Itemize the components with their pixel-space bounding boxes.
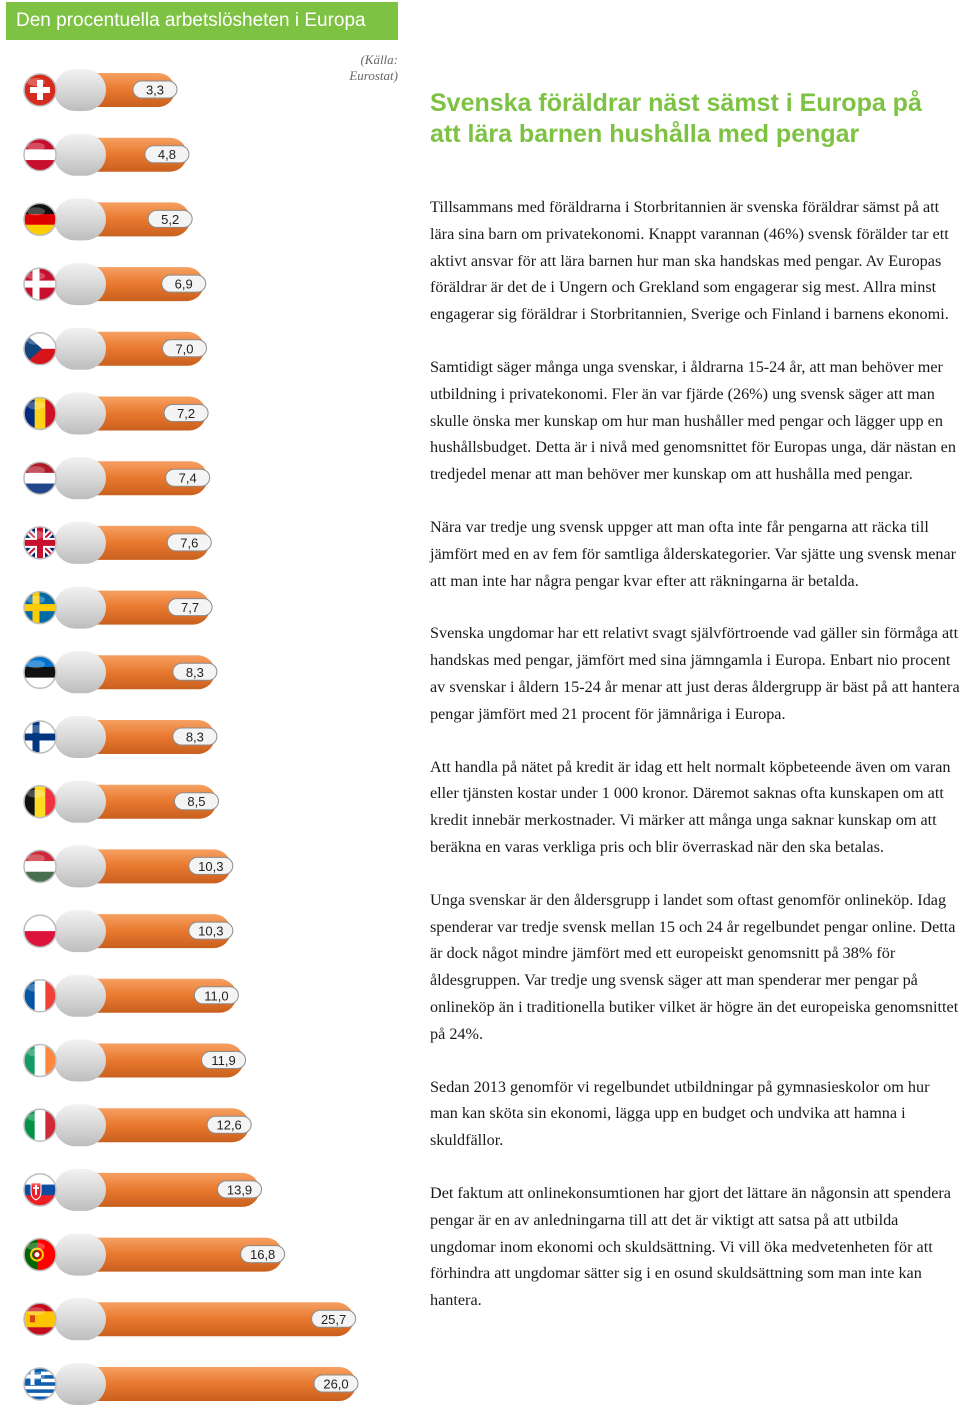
article-headline: Svenska föräldrar näst sämst i Europa på att lära barnen hushålla med pengar (430, 89, 922, 148)
data-label: 7,6 (180, 535, 199, 551)
data-label: 6,9 (174, 276, 193, 292)
bar-row-belgium-flag (24, 781, 218, 823)
greece-flag-icon (24, 1368, 56, 1400)
bar-cap (54, 975, 106, 1017)
bar-row-united-kingdom-flag (24, 522, 211, 564)
data-label: 8,3 (185, 729, 204, 745)
data-label: 16,8 (249, 1247, 276, 1263)
poland-flag-icon (24, 915, 56, 947)
bar-cap (54, 1298, 106, 1340)
source-note: (Källa: Eurostat) (349, 52, 398, 83)
data-label: 7,0 (175, 341, 194, 357)
slovakia-flag-icon (24, 1174, 56, 1206)
data-label: 4,8 (157, 147, 176, 163)
estonia-flag-icon (24, 656, 56, 688)
belgium-flag-icon (24, 786, 56, 818)
article-paragraph: Svenska ungdomar har ett relativt svagt självförtroende vad gäller sin förmåga att handskas med pengar, jämfört med sina jämngamla i Europa. Enbart nio procent av svenskar i åldern 15-24 år menar att just deras åldergrupp är bäst på att hantera pengar jämfört med 21 procent för jämnåriga i Europa. (430, 624, 960, 723)
bar-row-slovakia-flag (24, 1169, 262, 1211)
bar-row-france-flag (24, 975, 238, 1017)
bar-row-spain-flag (24, 1298, 356, 1340)
bar-row-switzerland-flag (24, 69, 177, 111)
bar-cap (54, 263, 106, 305)
bar-row-hungary-flag (24, 845, 233, 887)
data-label: 25,7 (320, 1311, 347, 1327)
bar-cap (54, 393, 106, 435)
bar-row-italy-flag (24, 1104, 251, 1146)
united-kingdom-flag-icon (24, 527, 56, 559)
ireland-flag-icon (24, 1045, 56, 1077)
article-paragraph: Sedan 2013 genomför vi regelbundet utbildningar på gymnasieskolor om hur man kan sköta sin ekonomi, lägga upp en budget och undvika att hamna i skuldfällor. (430, 1077, 930, 1150)
bar-cap (54, 910, 106, 952)
bar-cap (54, 651, 106, 693)
sweden-flag-icon (24, 592, 56, 624)
bar-row-denmark-flag (24, 263, 206, 305)
hungary-flag-icon (24, 850, 56, 882)
bar-cap (54, 198, 106, 240)
bar-cap (54, 1363, 106, 1405)
article-paragraph: Tillsammans med föräldrarna i Storbritannien är svenska föräldrar sämst på att lära sina barn om privatekonomi. Knappt varannan (46%) svensk förälder tar ett aktivt ansvar för att lära barnen hur man ska handskas med pengar. Av Europas föräldrar är det de i Ungern och Grekland som engagerar sig mest. Allra minst engagerar sig föräldrar i Storbritannien, Sverige och Finland i barnens ekonomi. (430, 198, 949, 324)
denmark-flag-icon (24, 268, 56, 300)
data-label: 7,7 (181, 600, 200, 616)
bar-cap (54, 522, 106, 564)
data-label: 8,3 (185, 664, 204, 680)
unemployment-bar-chart (0, 0, 410, 1407)
romania-flag-icon (24, 398, 56, 430)
data-label: 11,0 (204, 988, 229, 1004)
bar-row-ireland-flag (24, 1040, 246, 1082)
bar-row-romania-flag (24, 393, 208, 435)
article-paragraph: Att handla på nätet på kredit är idag ett helt normalt köpbeteende även om varan eller tjänsten kostar under 1 000 kronor. Däremot saknas ofta kunskapen om att kredit innebär merkostnader. Vi märker att många unga saknar kunskap om att beräkna en varas verkliga pris och blir överraskad när den ska betalas. (430, 757, 951, 856)
data-label: 7,2 (177, 406, 196, 421)
chart-title: Den procentuella arbetslösheten i Europa (%) (6, 2, 398, 40)
germany-flag-icon (24, 203, 56, 235)
bar-row-poland-flag (24, 910, 233, 952)
data-label: 26,0 (323, 1376, 349, 1392)
bar-cap (54, 1169, 106, 1211)
spain-flag-icon (24, 1303, 56, 1335)
bar-cap (54, 69, 106, 111)
bar-row-greece-flag (24, 1363, 358, 1405)
article-body (430, 194, 960, 1340)
bar-row-estonia-flag (24, 651, 217, 693)
data-label: 7,4 (178, 470, 197, 486)
data-label: 10,3 (198, 858, 224, 874)
switzerland-flag-icon (24, 74, 56, 106)
data-label: 5,2 (161, 211, 180, 227)
bar-row-netherlands-flag (24, 457, 210, 499)
bar-row-czech-republic-flag (24, 328, 207, 370)
data-label: 11,9 (211, 1053, 236, 1068)
czech-republic-flag-icon (24, 333, 56, 365)
bar-cap (54, 781, 106, 823)
bar-cap (54, 845, 106, 887)
bar-row-portugal-flag (24, 1234, 285, 1276)
portugal-flag-icon (24, 1239, 56, 1271)
bar-cap (54, 587, 106, 629)
bar-cap (54, 328, 106, 370)
data-label: 8,5 (187, 794, 206, 810)
bar-cap (54, 134, 106, 176)
bar-cap (54, 716, 106, 758)
article-paragraph: Unga svenskar är den åldersgrupp i landet som oftast genomför onlineköp. Idag spenderar var tredje svensk mellan 15 och 24 år regelbundet pengar online. Detta är dock något mindre jämfört med ett europeiskt genomsnitt på 38% för åldesgruppen. Var tredje ung svensk säger att man spenderar mer pengar på onlineköp än i traditionella butiker vilket är högre än det europeiska genomsnittet på 24%. (430, 890, 959, 1043)
bar-row-austria-flag (24, 134, 189, 176)
bar-row-sweden-flag (24, 587, 212, 629)
bar-cap (54, 1234, 106, 1276)
data-label: 12,6 (216, 1117, 242, 1133)
bar-cap (54, 1104, 106, 1146)
bar-cap (54, 457, 106, 499)
article-paragraph: Nära var tredje ung svensk uppger att man ofta inte får pengarna att räcka till jämfört med en av fem för samtliga ålderskategorier. Var sjätte ung svensk menar att man inte har några pengar kvar efter att räkningarna är betalda. (430, 517, 957, 590)
bar-cap (54, 1040, 106, 1082)
finland-flag-icon (24, 721, 56, 753)
data-label: 10,3 (198, 923, 224, 939)
data-label: 13,9 (226, 1182, 253, 1198)
italy-flag-icon (24, 1109, 56, 1141)
article-paragraph: Det faktum att onlinekonsumtionen har gjort det lättare än någonsin att spendera pengar är en av anledningarna till att det är viktigt att satsa på att utbilda ungdomar inom ekonomi och skuldsättning. Vi vill öka medvetenheten för att förhindra att ungdomar sätter sig i en osund skuldsättning som man inte kan hantera. (430, 1183, 951, 1310)
article-paragraph: Samtidigt säger många unga svenskar, i åldrarna 15-24 år, att man behöver mer utbildning i privatekonomi. Fler än var fjärde (26%) ung svensk säger att man skulle önska mer kunskap om hur man hushåller med pengar och lägger upp en hushållsbudget. Detta är i nivå med genomsnittet för Europas unga, där nästan en tredjedel menar att man behöver mer kunskap om att hushålla med pengar. (430, 357, 956, 484)
bar-row-germany-flag (24, 198, 192, 240)
austria-flag-icon (24, 139, 56, 171)
bar-row-finland-flag (24, 716, 217, 758)
netherlands-flag-icon (24, 462, 56, 494)
data-label: 3,3 (145, 82, 165, 98)
france-flag-icon (24, 980, 56, 1012)
